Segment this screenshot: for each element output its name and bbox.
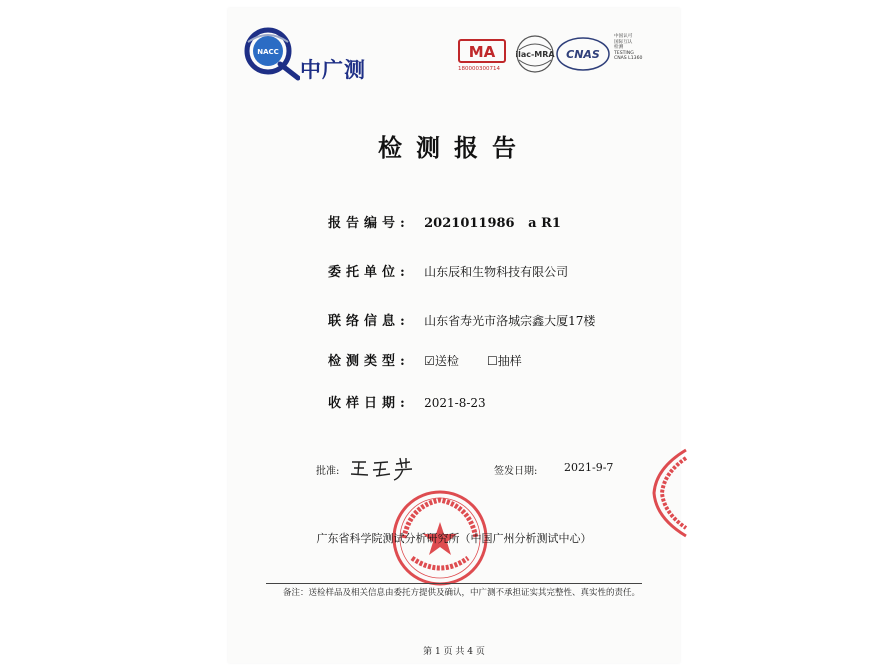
partial-seal-icon — [648, 448, 688, 538]
test-type-row — [328, 350, 522, 369]
cnas-details — [614, 34, 644, 62]
cert-icons — [453, 32, 638, 80]
contact-row — [328, 310, 595, 329]
report-page — [228, 8, 680, 663]
issue-date-value: 2021-9-7 — [564, 461, 614, 474]
cma-icon — [459, 40, 505, 62]
cma-number: 180000300714 — [458, 66, 500, 72]
receive-date-row — [328, 392, 486, 411]
client-row — [328, 261, 568, 280]
cnas-label: CNAS — [566, 48, 600, 61]
company-logo — [240, 24, 378, 82]
cnas-line: 检测 — [614, 45, 624, 51]
disclaimer-note: 备注：送检样品及相关信息由委托方提供及确认，中广测不承担证实其完整性、真实性的责任。 — [283, 588, 641, 598]
report-number-value: 2021011986 a R1 — [424, 216, 561, 231]
client-label: 委托单位: — [328, 265, 410, 280]
nacc-text: NACC — [257, 48, 279, 56]
signature-icon — [348, 454, 428, 482]
receive-date-label: 收样日期: — [328, 396, 410, 411]
cnas-line: CNAS L1360 — [614, 56, 643, 62]
cnas-icon — [557, 38, 609, 70]
cnas-line: TESTING — [614, 50, 634, 56]
test-type-label: 检测类型: — [328, 354, 410, 369]
client-value: 山东辰和生物科技有限公司 — [424, 265, 569, 279]
nacc-logo-icon — [240, 24, 300, 82]
cnas-line: 中国认可 — [614, 34, 633, 39]
certification-marks — [453, 32, 643, 80]
sampling-checkbox: ☐抽样 — [487, 354, 522, 368]
ilac-label: ilac-MRA — [515, 50, 555, 59]
cnas-line: 国际互认 — [614, 39, 633, 45]
ilac-mra-icon — [515, 36, 555, 72]
page-number: 第 1 页 共 4 页 — [423, 647, 485, 657]
contact-value: 山东省寿光市洛城宗鑫大厦17楼 — [424, 314, 596, 328]
receive-date-value: 2021-8-23 — [424, 396, 486, 410]
issuer-name: 广东省科学院测试分析研究所（中国广州分析测试中心） — [316, 532, 592, 545]
contact-label: 联络信息: — [328, 314, 410, 329]
approver-label: 批准: — [316, 466, 340, 477]
issue-date-label: 签发日期: — [494, 466, 538, 477]
divider — [266, 583, 642, 584]
report-number-label: 报告编号: — [328, 216, 410, 231]
cma-label: MA — [468, 43, 496, 61]
report-number-row — [328, 212, 561, 231]
brand-name: 中广测 — [300, 58, 366, 82]
report-title: 检测报告 — [378, 133, 530, 162]
submitted-checkbox: ☑送检 — [424, 354, 459, 368]
